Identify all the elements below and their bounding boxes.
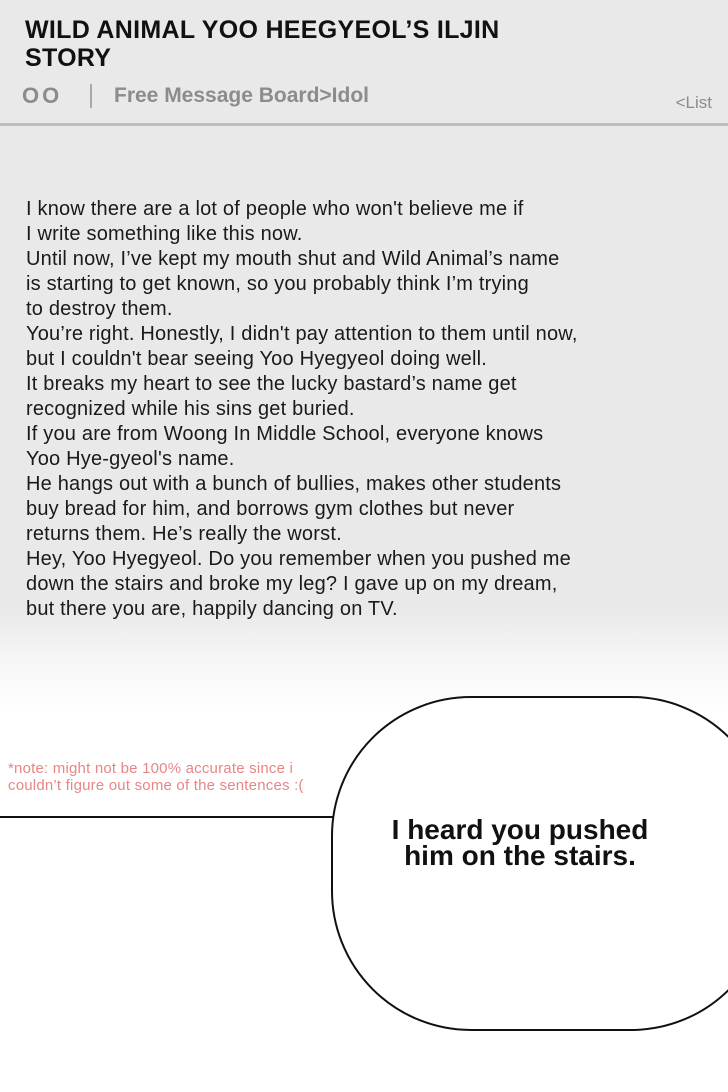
post-body-line: is starting to get known, so you probably think I’m trying xyxy=(26,273,529,295)
post-body-line: recognized while his sins get buried. xyxy=(26,398,355,420)
post-body-line: down the stairs and broke my leg? I gave up on my dream, xyxy=(26,573,558,595)
translator-note: *note: might not be 100% accurate since i couldn’t figure out some of the sentences :( xyxy=(8,760,304,794)
post-body-line: If you are from Woong In Middle School, everyone knows xyxy=(26,423,544,445)
post-body-line: Until now, I’ve kept my mouth shut and Wild Animal’s name xyxy=(26,248,560,270)
post-body-line: He hangs out with a bunch of bullies, makes other students xyxy=(26,473,562,495)
post-body-line: I write something like this now. xyxy=(26,223,303,245)
speech-bubble-line: I heard you pushed xyxy=(391,814,649,845)
author-name: OO xyxy=(22,83,63,108)
post-body-line: to destroy them. xyxy=(26,298,173,320)
post-body-line: Yoo Hye-gyeol's name. xyxy=(26,448,235,470)
post-title: WILD ANIMAL YOO HEEGYEOL’S ILJIN STORY xyxy=(25,16,500,72)
post-body-line: buy bread for him, and borrows gym clothes but never xyxy=(26,498,515,520)
post-body-line: returns them. He’s really the worst. xyxy=(26,523,342,545)
board-breadcrumb[interactable]: Free Message Board>Idol xyxy=(114,84,370,107)
post-body-line: but I couldn't bear seeing Yoo Hyegyeol doing well. xyxy=(26,348,488,370)
meta-divider xyxy=(90,84,92,108)
post-body-line: I know there are a lot of people who won't believe me if xyxy=(26,198,524,220)
header-divider xyxy=(0,123,728,126)
post-body xyxy=(26,197,716,622)
post-body-line: Hey, Yoo Hyegyeol. Do you remember when you pushed me xyxy=(26,548,571,570)
post-meta-row xyxy=(22,82,369,110)
speech-bubble-text xyxy=(352,814,688,871)
post-body-line: but there you are, happily dancing on TV. xyxy=(26,598,398,620)
back-to-list-link[interactable]: <List xyxy=(675,93,712,112)
post-body-line: It breaks my heart to see the lucky bastard’s name get xyxy=(26,373,517,395)
post-body-line: You’re right. Honestly, I didn't pay attention to them until now, xyxy=(26,323,578,345)
speech-bubble-line: him on the stairs. xyxy=(404,840,636,871)
